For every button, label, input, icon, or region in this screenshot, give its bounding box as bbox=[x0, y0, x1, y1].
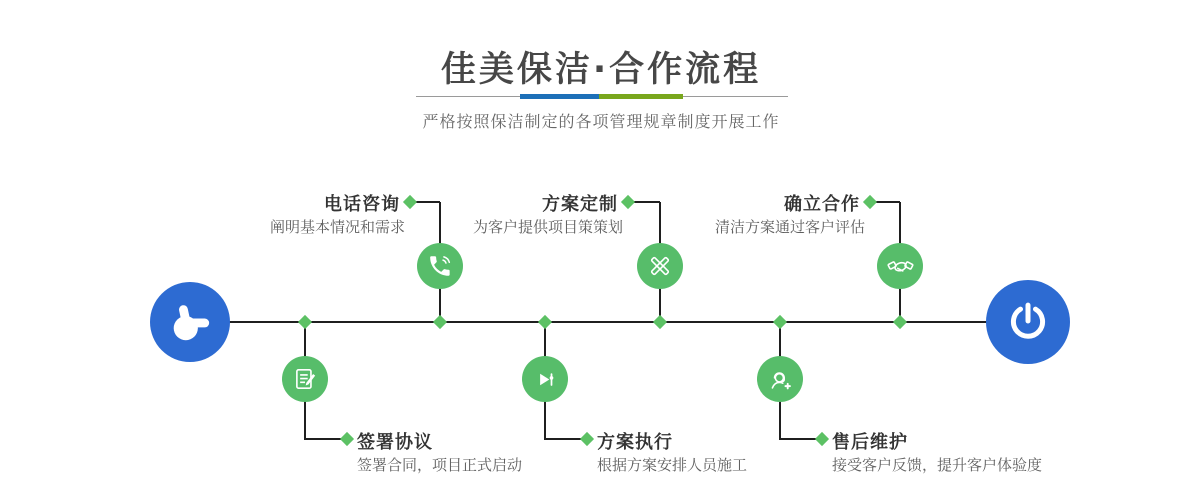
timeline-diamond bbox=[893, 315, 907, 329]
step-node-phone bbox=[417, 243, 463, 289]
step-title: 方案执行 bbox=[597, 432, 673, 453]
step-title: 电话咨询 bbox=[324, 194, 400, 215]
page-title: 佳美保洁·合作流程 bbox=[440, 50, 762, 90]
step-title: 方案定制 bbox=[542, 194, 618, 215]
timeline-diamond bbox=[863, 195, 877, 209]
step-node-handshake bbox=[877, 243, 923, 289]
timeline-diamond bbox=[621, 195, 635, 209]
step-node-design bbox=[637, 243, 683, 289]
timeline-diamond bbox=[340, 432, 354, 446]
step-desc: 根据方案安排人员施工 bbox=[597, 456, 748, 474]
page-subtitle: 严格按照保洁制定的各项管理规章制度开展工作 bbox=[422, 112, 780, 131]
step-title: 售后维护 bbox=[832, 432, 908, 453]
timeline-diamond bbox=[298, 315, 312, 329]
timeline-diamond bbox=[815, 432, 829, 446]
timeline-diamond bbox=[538, 315, 552, 329]
start-node bbox=[150, 282, 230, 362]
divider-blue-segment bbox=[520, 94, 599, 99]
timeline-diamond bbox=[433, 315, 447, 329]
timeline-diamond bbox=[403, 195, 417, 209]
headset-icon bbox=[767, 366, 794, 393]
timeline-diamond bbox=[653, 315, 667, 329]
design-tools-icon bbox=[647, 253, 673, 279]
step-desc: 签署合同，项目正式启动 bbox=[357, 456, 523, 474]
timeline-line bbox=[228, 321, 988, 323]
step-desc: 接受客户反馈，提升客户体验度 bbox=[832, 456, 1043, 474]
handshake-icon bbox=[887, 253, 914, 280]
title-divider bbox=[416, 94, 788, 100]
timeline-diamond bbox=[580, 432, 594, 446]
step-node-aftersale bbox=[757, 356, 803, 402]
power-icon bbox=[1005, 299, 1051, 345]
step-desc: 阐明基本情况和需求 bbox=[269, 218, 405, 236]
step-title: 确立合作 bbox=[784, 194, 860, 215]
play-icon bbox=[532, 366, 558, 392]
phone-icon bbox=[427, 253, 453, 279]
step-desc: 为客户提供项目策策划 bbox=[472, 218, 623, 236]
step-title: 签署协议 bbox=[357, 432, 433, 453]
end-node bbox=[986, 280, 1070, 364]
step-node-contract bbox=[282, 356, 328, 402]
step-node-execute bbox=[522, 356, 568, 402]
pointing-hand-icon bbox=[167, 299, 213, 345]
contract-icon bbox=[292, 366, 318, 392]
divider-green-segment bbox=[599, 94, 683, 99]
step-desc: 清洁方案通过客户评估 bbox=[714, 218, 865, 236]
timeline-diamond bbox=[773, 315, 787, 329]
